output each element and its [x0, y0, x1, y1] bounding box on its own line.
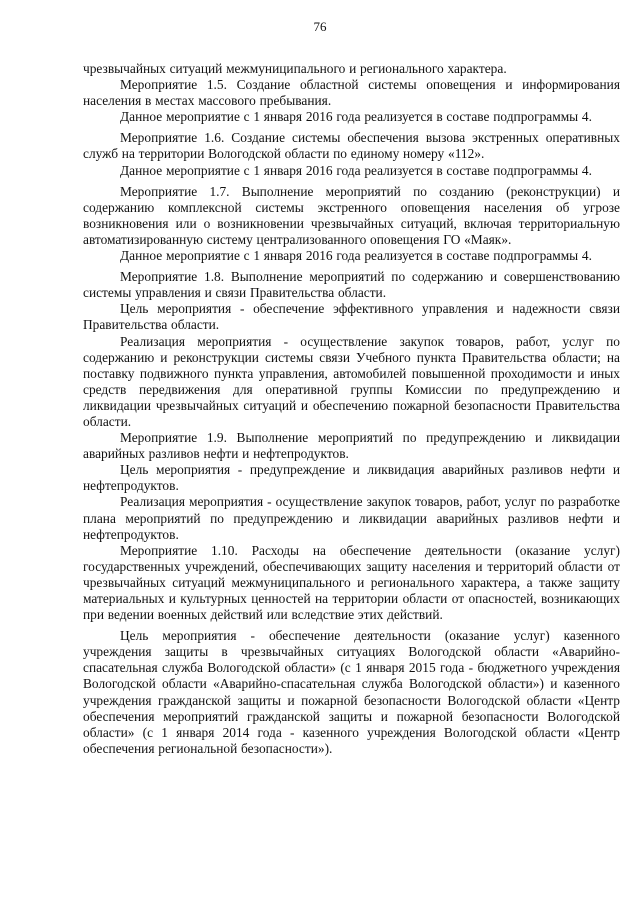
paragraph-measure-1-10-goal: Цель мероприятия - обеспечение деятельности (оказание услуг) казенного учреждения защиты в чрезвычайных ситуациях Вологодской области «Аварийно-спасательная служба Вологодской области» (с 1 января 2015 года - бюджетного учреждения Вологодской области «Аварийно-спасательная служба Вологодской области») и казенного учреждения гражданской защиты и пожарной безопасности Вологодской области «Центр обеспечения мероприятий гражданской защиты и пожарной безопасности Вологодской области» (с 1 января 2014 года - казенного учреждения Вологодской области «Центр обеспечения региональной безопасности»).: [83, 628, 620, 756]
paragraph-measure-1-7: Мероприятие 1.7. Выполнение мероприятий по созданию (реконструкции) и содержанию комплексной системы экстренного оповещения населения об угрозе возникновения или о возникновении чрезвычайных ситуаций, включая территориальную автоматизированную систему централизованного оповещения ГО «Маяк».: [83, 183, 620, 247]
paragraph-measure-1-9-implementation: Реализация мероприятия - осуществление закупок товаров, работ, услуг по разработке плана мероприятий по предупреждению и ликвидации аварийных разливов нефти и нефтепродуктов.: [83, 494, 620, 542]
paragraph-measure-1-8-implementation: Реализация мероприятия - осуществление закупок товаров, работ, услуг по содержанию и реконструкции системы связи Учебного пункта Правительства области; на поставку подвижного пункта управления, автомобилей повышенной проходимости и иных средств передвижения для оперативной группы Комиссии по предупреждению и ликвидации чрезвычайных ситуаций и обеспечению пожарной безопасности Правительства области.: [83, 333, 620, 429]
paragraph-measure-1-6: Мероприятие 1.6. Создание системы обеспечения вызова экстренных оперативных служб на территории Вологодской области по единому номеру «112».: [83, 130, 620, 162]
page-number: 76: [313, 19, 327, 34]
paragraph-measure-1-10: Мероприятие 1.10. Расходы на обеспечение деятельности (оказание услуг) государственных учреждений, обеспечивающих защиту населения и территорий области от чрезвычайных ситуаций межмуниципального и регионального характера, а также защиту материальных и культурных ценностей на территории области от опасностей, возникающих при ведении военных действий или вследствие этих действий.: [83, 542, 620, 623]
paragraph-measure-1-9-goal: Цель мероприятия - предупреждение и ликвидация аварийных разливов нефти и нефтепродуктов.: [83, 462, 620, 494]
paragraph-measure-1-8: Мероприятие 1.8. Выполнение мероприятий по содержанию и совершенствованию системы управления и связи Правительства области.: [83, 269, 620, 301]
document-body: [83, 61, 620, 757]
paragraph-measure-1-7-note: Данное мероприятие с 1 января 2016 года реализуется в составе подпрограммы 4.: [120, 248, 592, 264]
paragraph-measure-1-9: Мероприятие 1.9. Выполнение мероприятий по предупреждению и ликвидации аварийных разливов нефти и нефтепродуктов.: [83, 430, 620, 462]
paragraph-measure-1-6-note: Данное мероприятие с 1 января 2016 года реализуется в составе подпрограммы 4.: [120, 162, 592, 178]
paragraph-measure-1-5-note: Данное мероприятие с 1 января 2016 года реализуется в составе подпрограммы 4.: [120, 109, 592, 125]
paragraph-measure-1-5: Мероприятие 1.5. Создание областной системы оповещения и информирования населения в местах массового пребывания.: [83, 77, 620, 109]
paragraph-continuation: чрезвычайных ситуаций межмуниципального и регионального характера.: [83, 61, 507, 76]
paragraph-measure-1-8-goal: Цель мероприятия - обеспечение эффективного управления и надежности связи Правительства области.: [83, 301, 620, 333]
